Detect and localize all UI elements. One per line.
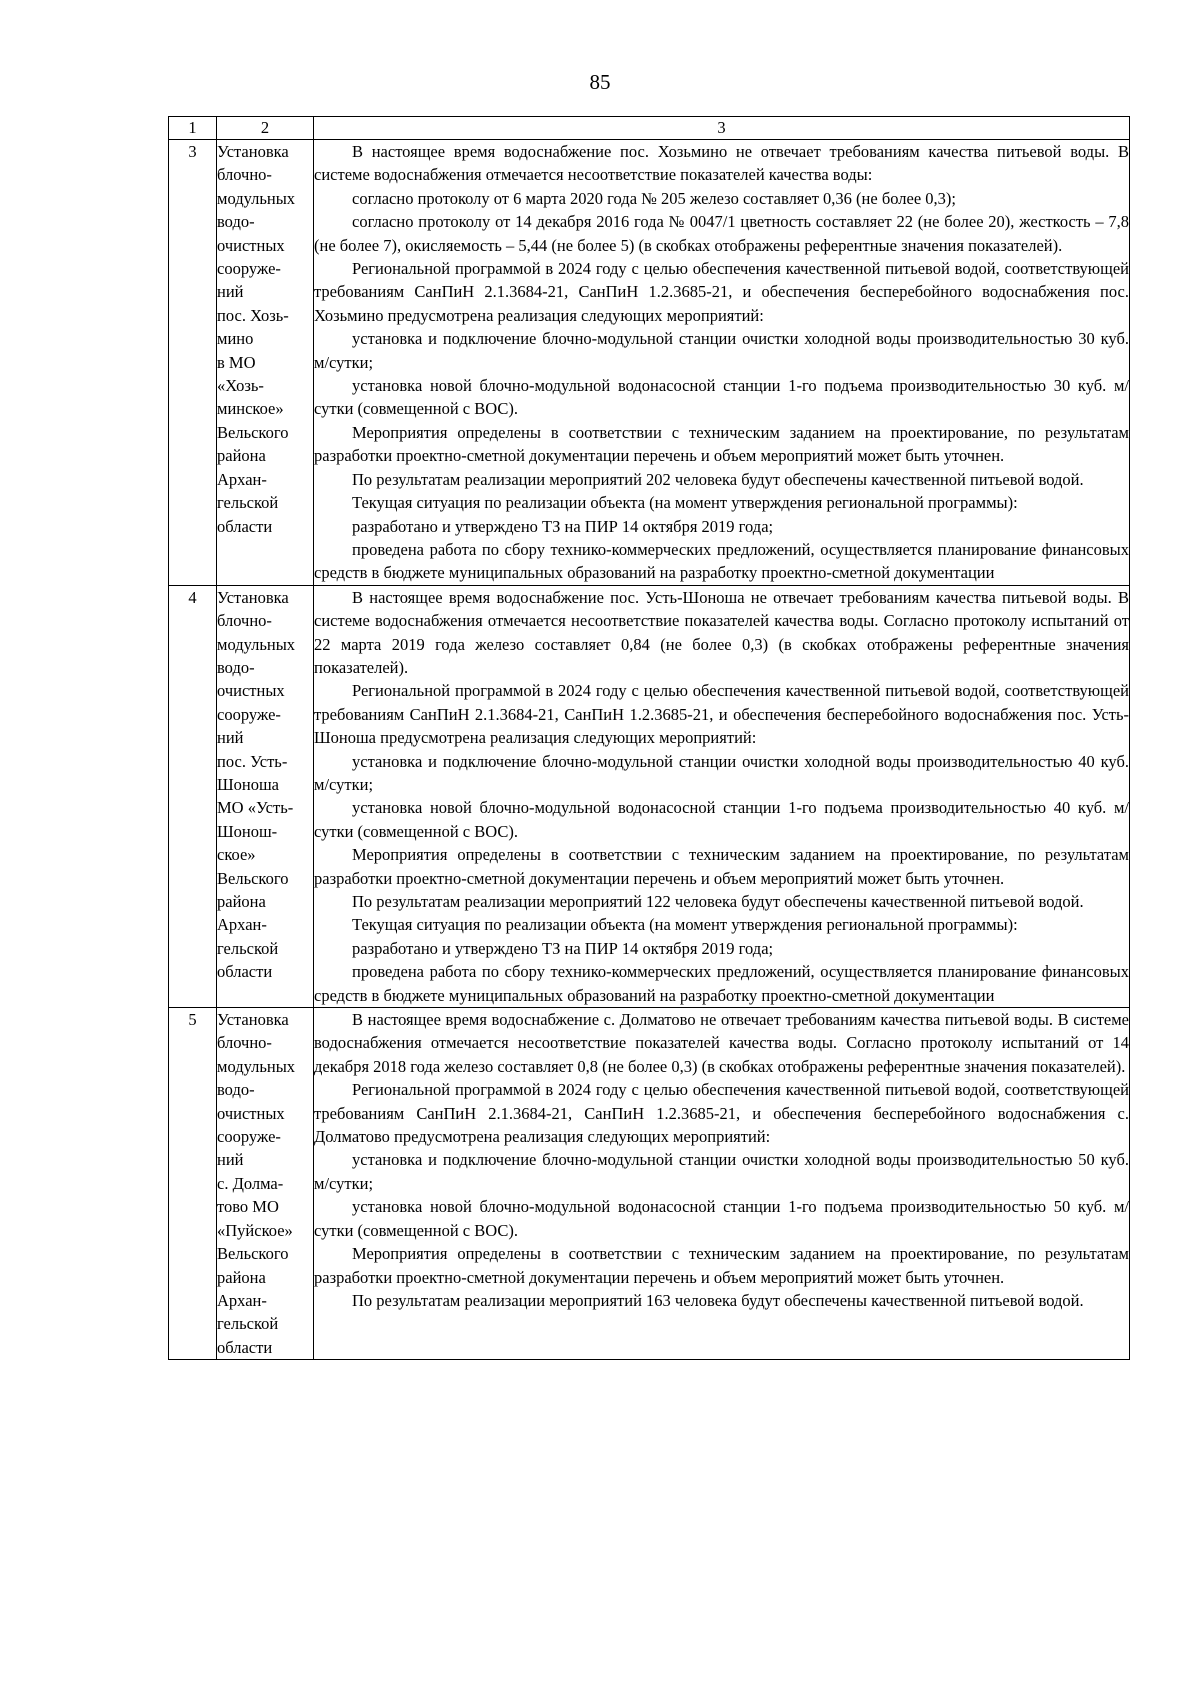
description-paragraph: согласно протоколу от 14 декабря 2016 года № 0047/1 цветность составляет 22 (не более 20), жесткость – 7,8 (не более 7), окисляемость – 5,44 (не более 5) (в скобках отображены референтные значения показателей). [314, 212, 1129, 255]
description-paragraph: Мероприятия определены в соответствии с техническим заданием на проектирование, по результатам разработки проектно-сметной документации перечень и объем мероприятий может быть уточнен. [314, 422, 1129, 466]
description-paragraph: согласно протоколу от 6 марта 2020 года № 205 железо составляет 0,36 (не более 0,3); [352, 188, 956, 208]
facility-name-line: блочно- [217, 611, 272, 631]
facility-name-line: модульных [217, 1056, 296, 1076]
facility-name-line: блочно- [217, 1033, 272, 1053]
facility-name-line: Вельского [217, 1244, 289, 1264]
description-paragraph: В настоящее время водоснабжение пос. Хозьмино не отвечает требованиям качества питьевой воды. В системе водоснабжения отмечается несоответствие показателей качества воды: [314, 142, 1129, 185]
facility-name-line: пос. Хозь- [217, 305, 289, 325]
description-paragraph: Текущая ситуация по реализации объекта (на момент утверждения региональной программы): [352, 915, 1018, 935]
facility-name-line: гельской [217, 493, 279, 513]
facility-name-line: района [217, 1267, 266, 1287]
facility-name-cell [217, 585, 314, 1007]
facility-name-line: тово МО [217, 1197, 279, 1217]
facility-name-line: Архан- [217, 469, 267, 489]
description-paragraph: Мероприятия определены в соответствии с техническим заданием на проектирование, по результатам разработки проектно-сметной документации перечень и объем мероприятий может быть уточнен. [314, 845, 1129, 888]
table-row [169, 585, 1130, 1007]
facility-name-line: ний [217, 282, 244, 302]
facility-name-line: гельской [217, 938, 279, 958]
page-number: 85 [589, 70, 611, 94]
description-paragraph: В настоящее время водоснабжение пос. Усть-Шоноша не отвечает требованиям качества питьевой воды. В системе водоснабжения отмечается несоответствие показателей качества воды. Согласно протоколу испытаний от 22 марта 2019 года железо составляет 0,84 (не более 0,3) (в скобках отображены референтные значения показателей). [314, 587, 1129, 677]
description-paragraph: По результатам реализации мероприятий 163 человека будут обеспечены качественной питьевой водой. [352, 1290, 1084, 1310]
description-paragraph: Текущая ситуация по реализации объекта (на момент утверждения региональной программы): [352, 493, 1018, 513]
facility-name-line: минское» [217, 399, 284, 419]
facility-name-cell [217, 140, 314, 586]
facility-name-line: «Хозь- [217, 376, 264, 396]
facility-name-cell [217, 1008, 314, 1360]
facility-name-line: района [217, 892, 266, 911]
description-paragraph: По результатам реализации мероприятий 122 человека будут обеспечены качественной питьевой водой. [352, 892, 1084, 911]
facility-name-line: Архан- [217, 1290, 267, 1310]
description-paragraph: установка и подключение блочно-модульной станции очистки холодной воды производительностью 30 куб. м/сутки; [314, 329, 1129, 372]
row-number-cell: 4 [169, 585, 217, 1007]
facility-name-line: ний [217, 1150, 244, 1170]
facility-name-line: области [217, 1337, 273, 1357]
facility-name-line: очистных [217, 681, 285, 701]
header-cell-name: 2 [217, 117, 314, 140]
description-cell [314, 140, 1130, 586]
description-paragraph: установка и подключение блочно-модульной станции очистки холодной воды производительностью 50 куб. м/сутки; [314, 1150, 1129, 1193]
description-paragraph: проведена работа по сбору технико-коммерческих предложений, осуществляется планирование финансовых средств в бюджете муниципальных образований на разработку проектно-сметной документации [314, 962, 1129, 1005]
facility-name-line: пос. Усть- [217, 751, 288, 771]
facility-name-line: водо- [217, 212, 255, 232]
table-body [169, 117, 1130, 1360]
description-cell [314, 1008, 1130, 1360]
description-paragraph: установка новой блочно-модульной водонасосной станции 1-го подъема производительностью 50 куб. м/сутки (совмещенной с ВОС). [314, 1197, 1129, 1240]
facility-name-line: очистных [217, 1103, 285, 1123]
facility-name-line: блочно- [217, 165, 272, 185]
facility-name-line: водо- [217, 657, 255, 677]
facility-name-line: водо- [217, 1080, 255, 1100]
facility-name-line: области [217, 962, 273, 982]
facility-name-line: Шоноша [217, 774, 280, 794]
description-paragraph: Региональной программой в 2024 году с целью обеспечения качественной питьевой водой, соответствующей требованиям СанПиН 2.1.3684-21, СанПиН 1.2.3685-21, и обеспечения бесперебойного водоснабжения пос. Хозьмино предусмотрена реализация следующих мероприятий: [314, 259, 1129, 325]
facility-name-line: Архан- [217, 915, 267, 935]
facility-name-line: модульных [217, 188, 296, 208]
description-paragraph: разработано и утверждено ТЗ на ПИР 14 октября 2019 года; [352, 516, 774, 536]
facility-name-line: ское» [217, 845, 256, 865]
description-paragraph: Региональной программой в 2024 году с целью обеспечения качественной питьевой водой, соответствующей требованиям СанПиН 2.1.3684-21, СанПиН 1.2.3685-21, и обеспечения бесперебойного водоснабжения с. Долматово предусмотрена реализация следующих мероприятий: [314, 1080, 1129, 1147]
description-paragraph: В настоящее время водоснабжение с. Долматово не отвечает требованиям качества питьевой воды. В системе водоснабжения отмечается несоответствие показателей качества воды. Согласно протоколу испытаний от 14 декабря 2018 года железо составляет 0,8 (не более 0,3) (в скобках отображены референтные значения показателей). [314, 1010, 1129, 1076]
facility-name-line: мино [217, 329, 254, 349]
facility-name-line: Установка [217, 142, 289, 161]
facility-name-line: района [217, 446, 266, 466]
row-number-cell: 3 [169, 140, 217, 586]
table-row [169, 1008, 1130, 1360]
facility-name-line: ний [217, 728, 244, 748]
facility-name-line: «Пуйское» [217, 1220, 293, 1240]
description-paragraph: По результатам реализации мероприятий 202 человека будут обеспечены качественной питьевой водой. [352, 469, 1084, 489]
description-paragraph: Мероприятия определены в соответствии с техническим заданием на проектирование, по результатам разработки проектно-сметной документации перечень и объем мероприятий может быть уточнен. [314, 1244, 1129, 1287]
projects-table [168, 116, 1130, 1360]
description-cell [314, 585, 1130, 1007]
facility-name-line: Вельского [217, 422, 289, 442]
facility-name-line: Установка [217, 1010, 289, 1030]
facility-name-line: с. Долма- [217, 1173, 284, 1193]
table-row [169, 140, 1130, 586]
row-number-cell: 5 [169, 1008, 217, 1360]
facility-name-line: Установка [217, 587, 289, 607]
header-cell-description: 3 [314, 117, 1130, 140]
description-paragraph: установка новой блочно-модульной водонасосной станции 1-го подъема производительностью 30 куб. м/сутки (совмещенной с ВОС). [314, 376, 1129, 419]
description-paragraph: установка новой блочно-модульной водонасосной станции 1-го подъема производительностью 40 куб. м/сутки (совмещенной с ВОС). [314, 798, 1129, 841]
description-paragraph: разработано и утверждено ТЗ на ПИР 14 октября 2019 года; [352, 938, 774, 958]
description-paragraph: Региональной программой в 2024 году с целью обеспечения качественной питьевой водой, соответствующей требованиям СанПиН 2.1.3684-21, СанПиН 1.2.3685-21, и обеспечения бесперебойного водоснабжения пос. Усть-Шоноша предусмотрена реализация следующих мероприятий: [314, 681, 1129, 748]
facility-name-line: области [217, 516, 273, 536]
description-paragraph: установка и подключение блочно-модульной станции очистки холодной воды производительностью 40 куб. м/сутки; [314, 751, 1129, 794]
facility-name-line: гельской [217, 1314, 279, 1334]
facility-name-line: Вельского [217, 868, 289, 888]
facility-name-line: модульных [217, 634, 296, 654]
facility-name-line: сооруже- [217, 259, 281, 279]
facility-name-line: МО «Усть- [217, 798, 294, 818]
header-cell-number: 1 [169, 117, 217, 140]
description-paragraph: проведена работа по сбору технико-коммерческих предложений, осуществляется планирование финансовых средств в бюджете муниципальных образований на разработку проектно-сметной документации [314, 539, 1129, 583]
table-header-row [169, 117, 1130, 140]
facility-name-line: в МО [217, 352, 256, 372]
facility-name-line: сооруже- [217, 1127, 281, 1147]
facility-name-line: очистных [217, 235, 285, 255]
facility-name-line: сооруже- [217, 704, 281, 724]
facility-name-line: Шонош- [217, 821, 278, 841]
